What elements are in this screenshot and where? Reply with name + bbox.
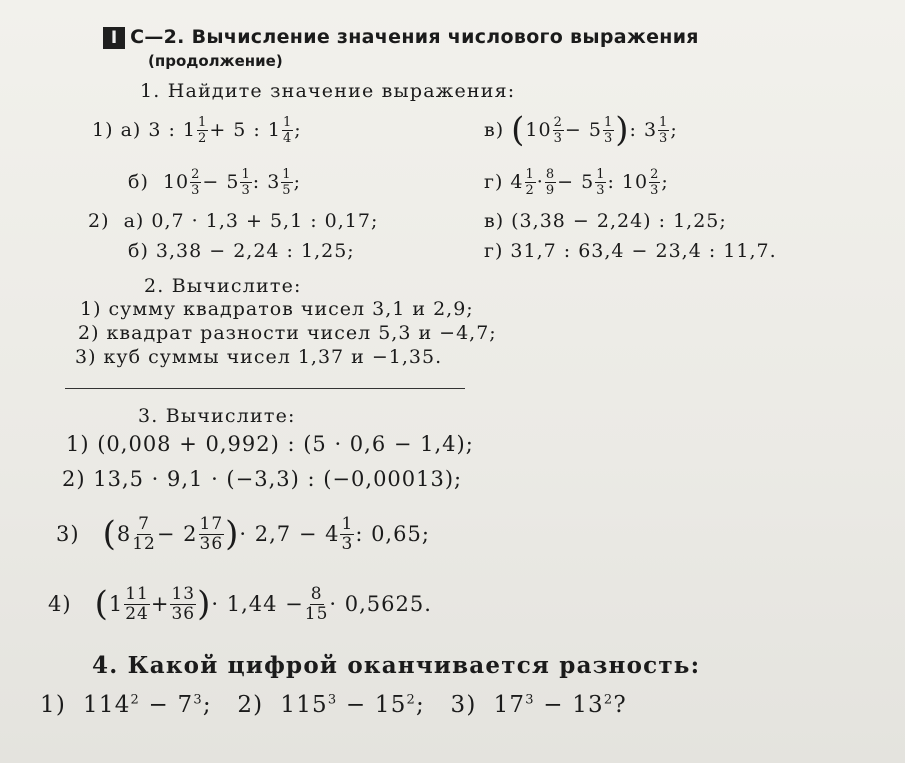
expr-text: 10	[162, 171, 190, 193]
item-number: 2)	[88, 210, 110, 232]
task1-heading: 1. Найдите значение выражения:	[140, 80, 516, 102]
section-header	[103, 26, 699, 49]
expr-text: ;	[294, 119, 302, 141]
fraction: 7 12	[132, 513, 156, 554]
expr-text: · 0,5625.	[329, 592, 432, 616]
expr-text: · 2,7 − 4	[239, 522, 340, 546]
item-number: 3)	[56, 522, 80, 546]
expr-text: ;	[661, 171, 669, 193]
fraction: 2 3	[191, 166, 201, 198]
fraction: $\frac{8}{15}$	[304, 583, 329, 624]
expr-2v: в) (3,38 − 2,24) : 1,25;	[484, 210, 727, 232]
task1-row-b	[128, 160, 301, 204]
expr-2a: а) 0,7 · 1,3 + 5,1 : 0,17;	[123, 210, 379, 232]
expr-text: − 5	[202, 171, 240, 193]
divider-line	[65, 388, 465, 389]
expr-text: + 5 : 1	[209, 119, 281, 141]
variant-badge: I	[103, 27, 125, 49]
task3-item-2: 2) 13,5 · 9,1 · (−3,3) : (−0,00013);	[62, 467, 463, 491]
fraction: 11 24	[125, 583, 149, 624]
expr-2b: б) 3,38 − 2,24 : 1,25;	[128, 240, 355, 262]
task2-item-1: 1) сумму квадратов чисел 3,1 и 2,9;	[80, 298, 474, 320]
expr-text: : 10	[607, 171, 649, 193]
item-label: а)	[120, 119, 142, 141]
item-label: б)	[128, 171, 149, 193]
fraction: 1 3	[341, 513, 354, 554]
expr-text: +	[150, 592, 170, 616]
expr-text: ;	[293, 171, 301, 193]
fraction: 2 3	[650, 166, 660, 198]
fraction: 8 9	[545, 166, 556, 198]
item-number: 2)	[237, 692, 264, 718]
fraction: 17 36	[199, 513, 224, 554]
item-number: 3)	[450, 692, 477, 718]
expr-text: 1	[108, 592, 124, 616]
task3-heading: 3. Вычислите:	[138, 405, 296, 427]
task4-heading: 4. Какой цифрой оканчивается разность:	[92, 652, 701, 679]
task1-part2-row1	[88, 210, 378, 232]
section-subtitle: (продолжение)	[148, 52, 283, 70]
fraction: 2 3	[553, 114, 563, 146]
expr-text: 3 : 1	[148, 119, 197, 141]
task1-row-g	[484, 160, 669, 204]
task2-heading: 2. Вычислите:	[144, 275, 302, 297]
task1-row-a	[92, 108, 302, 152]
fraction: 1 5	[282, 166, 292, 198]
expr-text: ·	[536, 171, 544, 193]
item-label: в)	[484, 119, 505, 141]
fraction: $\frac{13}{36}$	[171, 583, 196, 624]
task2-item-3: 3) куб суммы чисел 1,37 и −1,35.	[75, 346, 443, 368]
task1-row-v: в) ( 10 2 3 − 5 1 3 ) : 3 1 3 ;	[484, 110, 678, 150]
item-number: 1)	[40, 692, 67, 718]
fraction: 1 4	[282, 114, 293, 146]
item-number: 1)	[92, 119, 114, 141]
fraction: 1 3	[596, 166, 606, 198]
expr-text: − 2	[156, 522, 198, 546]
fraction: 1 3	[659, 114, 669, 146]
task2-item-2: 2) квадрат разности чисел 5,3 и −4,7;	[78, 322, 497, 344]
item-label: г)	[484, 171, 504, 193]
task3-item-4: 4) ( 1 11 24 + $\frac{13}{36}$ ) · 1,44 − $\frac{8}{15}$ · 0,5625.	[48, 583, 432, 624]
expr-text: 10	[525, 119, 552, 141]
expr-text: − 5	[564, 119, 602, 141]
expr-text: : 0,65;	[355, 522, 430, 546]
expr-text: : 3	[629, 119, 658, 141]
fraction: 1 3	[241, 166, 251, 198]
item-number: 4)	[48, 592, 72, 616]
section-title: С—2. Вычисление значения числового выражения	[130, 26, 699, 48]
expr-2g: г) 31,7 : 63,4 − 23,4 : 11,7.	[484, 240, 777, 262]
fraction: 1 2	[525, 166, 535, 198]
fraction: 1 3	[603, 114, 614, 146]
expr-text: 4	[510, 171, 524, 193]
expr-text: − 5	[557, 171, 595, 193]
task4-expressions: 1) $114^2 - 7^3$; 2) $115^3 - 15^2$; 3) $17^3 - 13^2$?	[40, 692, 627, 718]
expr-text: 8	[116, 522, 132, 546]
expr-text: : 3	[252, 171, 281, 193]
expr-text: ;	[670, 119, 678, 141]
fraction: 1 2	[198, 114, 208, 146]
task3-item-1: 1) (0,008 + 0,992) : (5 · 0,6 − 1,4);	[66, 432, 474, 456]
expr-text: · 1,44 −	[211, 592, 304, 616]
task3-item-3: 3) ( 8 7 12 − 2 17 36 ) · 2,7 − 4 1 3 : 0,65;	[56, 513, 430, 554]
